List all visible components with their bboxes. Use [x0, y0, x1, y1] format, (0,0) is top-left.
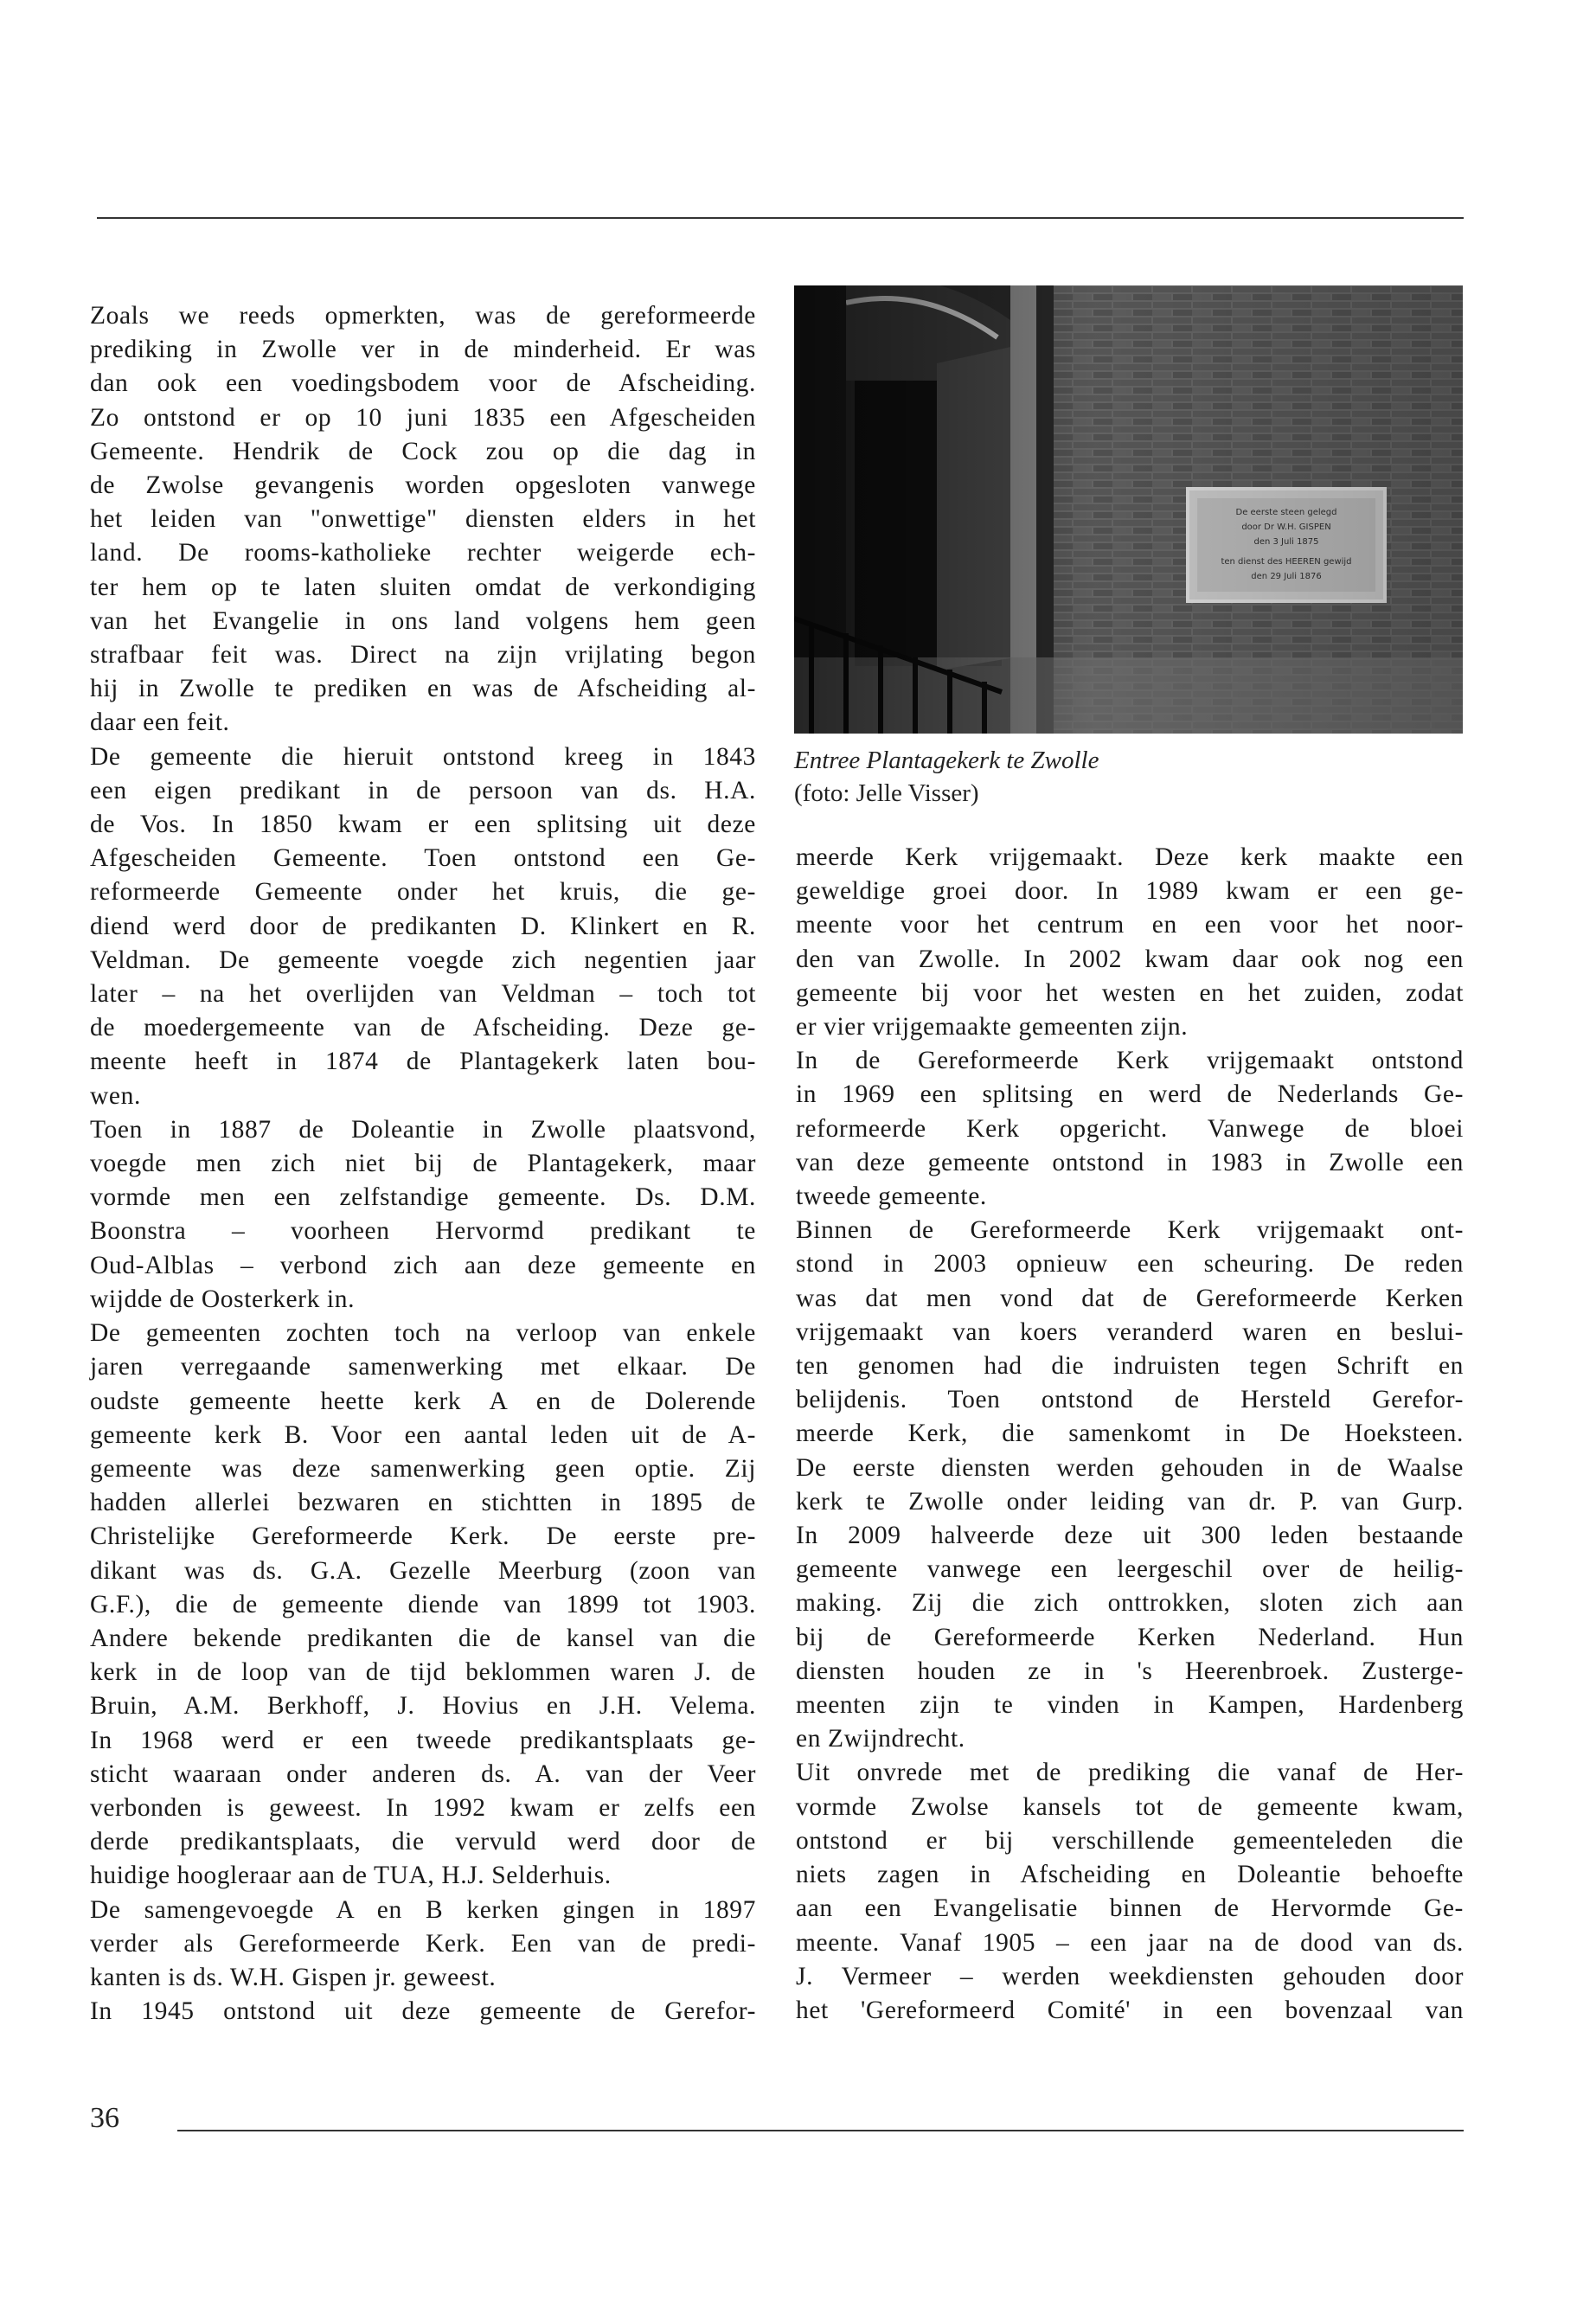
text-line: Afgescheiden Gemeente. Toen ontstond een Ge-: [90, 844, 756, 873]
text-line: Zo ontstond er op 10 juni 1835 een Afgescheiden: [90, 403, 756, 432]
left-text-column: [90, 299, 756, 2029]
text-line: in 1969 een splitsing en werd de Nederlands Ge-: [796, 1080, 1464, 1109]
text-line: gemeente bij voor het westen en het zuiden, zodat: [796, 978, 1464, 1007]
photo-caption: [794, 744, 1463, 810]
text-line: den van Zwolle. In 2002 kwam daar ook nog een: [796, 945, 1464, 973]
text-line: was dat men vond dat de Gereformeerde Kerken: [796, 1284, 1464, 1312]
text-line: niets zagen in Afscheiding en Doleantie behoefte: [796, 1861, 1464, 1889]
text-line: diend werd door de predikanten D. Klinkert en R.: [90, 912, 756, 940]
photo-church-entrance-icon: [794, 285, 1463, 734]
text-line: het 'Gereformeerd Comité' in een bovenzaal van: [796, 1996, 1464, 2024]
text-line: meerde Kerk vrijgemaakt. Deze kerk maakte een: [796, 843, 1464, 871]
text-line: van het Evangelie in ons land volgens hem geen: [90, 606, 756, 635]
text-line: er vier vrijgemaakte gemeenten zijn.: [796, 1013, 1189, 1042]
text-line: dan ook een voedingsbodem voor de Afscheiding.: [90, 369, 756, 398]
text-line: Uit onvrede met de prediking die vanaf de Her-: [796, 1759, 1464, 1787]
text-line: vormde men een zelfstandige gemeente. Ds. D.M.: [90, 1183, 756, 1212]
caption-credit: (foto: Jelle Visser): [794, 779, 979, 807]
text-line: een eigen predikant in de persoon van ds. H.A.: [90, 776, 756, 804]
text-line: voegde men zich niet bij de Plantagekerk, maar: [90, 1150, 756, 1178]
text-line: hadden allerlei bezwaren en stichtten in 1895 de: [90, 1489, 756, 1517]
text-line: dikant was ds. G.A. Gezelle Meerburg (zoon van: [90, 1556, 756, 1585]
text-line: reformeerde Kerk opgericht. Vanwege de bloei: [796, 1114, 1464, 1143]
text-line: ter hem op te laten sluiten omdat de verkondiging: [90, 573, 756, 601]
text-line: wen.: [90, 1081, 141, 1110]
text-line: stond in 2003 opnieuw een scheuring. De reden: [796, 1250, 1464, 1279]
text-line: Andere bekende predikanten die de kansel van die: [90, 1624, 756, 1652]
bottom-rule: [177, 2130, 1464, 2131]
text-line: Oud-Alblas – verbond zich aan deze gemeente en: [90, 1251, 756, 1279]
text-line: land. De rooms-katholieke rechter weigerde ech-: [90, 539, 756, 567]
text-line: gemeente kerk B. Voor een aantal leden uit de A-: [90, 1420, 756, 1449]
text-line: bij de Gereformeerde Kerken Nederland. Hun: [796, 1623, 1464, 1651]
text-line: De samengevoegde A en B kerken gingen in 1897: [90, 1895, 756, 1924]
text-line: In de Gereformeerde Kerk vrijgemaakt ontstond: [796, 1047, 1464, 1075]
top-rule: [97, 217, 1464, 219]
text-line: De gemeente die hieruit ontstond kreeg in 1843: [90, 742, 756, 771]
text-line: Gemeente. Hendrik de Cock zou op die dag in: [90, 437, 756, 465]
text-line: J. Vermeer – werden weekdiensten gehouden door: [796, 1962, 1464, 1990]
text-line: meente heeft in 1874 de Plantagekerk laten bou-: [90, 1048, 756, 1076]
text-line: hij in Zwolle te prediken en was de Afscheiding al-: [90, 675, 756, 703]
text-line: Zoals we reeds opmerkten, was de gereformeerde: [90, 302, 756, 330]
text-line: en Zwijndrecht.: [796, 1725, 965, 1753]
text-line: In 1945 ontstond uit deze gemeente de Gerefor-: [90, 1997, 756, 2026]
text-line: Bruin, A.M. Berkhoff, J. Hovius en J.H. Velema.: [90, 1692, 756, 1721]
text-line: daar een feit.: [90, 708, 230, 737]
text-line: prediking in Zwolle ver in de minderheid. Er was: [90, 336, 756, 364]
text-line: de moedergemeente van de Afscheiding. Deze ge-: [90, 1014, 756, 1042]
text-line: kerk te Zwolle onder leiding van dr. P. van Gurp.: [796, 1487, 1464, 1516]
church-entrance-photo: [794, 285, 1463, 734]
text-line: meente voor het centrum en een voor het noor-: [796, 911, 1464, 939]
text-line: geweldige groei door. In 1989 kwam er een ge-: [796, 877, 1464, 906]
text-line: In 1968 werd er een tweede predikantsplaats ge-: [90, 1726, 756, 1754]
text-line: kanten is ds. W.H. Gispen jr. geweest.: [90, 1963, 497, 1991]
text-line: de Vos. In 1850 kwam er een splitsing uit deze: [90, 811, 756, 839]
caption-title: Entree Plantagekerk te Zwolle: [794, 747, 1099, 774]
text-line: aan een Evangelisatie binnen de Hervormde Ge-: [796, 1894, 1464, 1923]
text-line: derde predikantsplaats, die vervuld werd door de: [90, 1828, 756, 1856]
text-line: de Zwolse gevangenis worden opgesloten vanwege: [90, 471, 756, 500]
text-line: meente. Vanaf 1905 – een jaar na de dood van ds.: [796, 1928, 1464, 1957]
text-line: De gemeenten zochten toch na verloop van enkele: [90, 1319, 756, 1348]
text-line: het leiden van "onwettige" diensten elders in het: [90, 505, 756, 534]
text-line: sticht waaraan onder anderen ds. A. van der Veer: [90, 1759, 756, 1788]
text-line: meerde Kerk, die samenkomt in De Hoeksteen.: [796, 1420, 1464, 1448]
text-line: vrijgemaakt van koers veranderd waren en beslui-: [796, 1317, 1464, 1346]
text-line: Veldman. De gemeente voegde zich negentien jaar: [90, 945, 756, 974]
text-line: Boonstra – voorheen Hervormd predikant te: [90, 1217, 756, 1246]
text-line: G.F.), die de gemeente diende van 1899 tot 1903.: [90, 1590, 756, 1618]
text-line: meenten zijn te vinden in Kampen, Hardenberg: [796, 1691, 1464, 1720]
text-line: later – na het overlijden van Veldman – toch tot: [90, 980, 756, 1009]
text-line: strafbaar feit was. Direct na zijn vrijlating begon: [90, 641, 756, 670]
text-line: In 2009 halveerde deze uit 300 leden bestaande: [796, 1522, 1464, 1550]
text-line: tweede gemeente.: [796, 1183, 987, 1211]
text-line: diensten houden ze in 's Heerenbroek. Zusterge-: [796, 1657, 1464, 1685]
text-line: verder als Gereformeerde Kerk. Een van de predi-: [90, 1929, 756, 1958]
page-number: 36: [90, 2102, 119, 2134]
text-line: jaren verregaande samenwerking met elkaar. De: [90, 1353, 756, 1381]
right-text-column: [796, 841, 1464, 2028]
text-line: Christelijke Gereformeerde Kerk. De eerste pre-: [90, 1522, 756, 1551]
text-line: oudste gemeente heette kerk A en de Dolerende: [90, 1387, 756, 1415]
text-line: Toen in 1887 de Doleantie in Zwolle plaatsvond,: [90, 1115, 756, 1144]
text-line: reformeerde Gemeente onder het kruis, die ge-: [90, 878, 756, 907]
text-line: Binnen de Gereformeerde Kerk vrijgemaakt ont-: [796, 1216, 1464, 1245]
text-line: vormde Zwolse kansels tot de gemeente kwam,: [796, 1792, 1464, 1821]
text-line: gemeente vanwege een leergeschil over de heilig-: [796, 1555, 1464, 1584]
text-line: huidige hoogleraar aan de TUA, H.J. Selderhuis.: [90, 1862, 612, 1890]
text-line: ten genomen had die indruisten tegen Schrift en: [796, 1352, 1464, 1381]
text-line: wijdde de Oosterkerk in.: [90, 1285, 356, 1313]
text-line: verbonden is geweest. In 1992 kwam er zelfs een: [90, 1793, 756, 1822]
text-line: van deze gemeente ontstond in 1983 in Zwolle een: [796, 1148, 1464, 1176]
text-line: kerk in de loop van de tijd beklommen waren J. de: [90, 1658, 756, 1687]
text-line: De eerste diensten werden gehouden in de Waalse: [796, 1453, 1464, 1482]
text-line: gemeente was deze samenwerking geen optie. Zij: [90, 1454, 756, 1483]
text-line: belijdenis. Toen ontstond de Hersteld Gerefor-: [796, 1386, 1464, 1414]
text-line: ontstond er bij verschillende gemeenteleden die: [796, 1826, 1464, 1855]
text-line: making. Zij die zich onttrokken, sloten zich aan: [796, 1589, 1464, 1618]
